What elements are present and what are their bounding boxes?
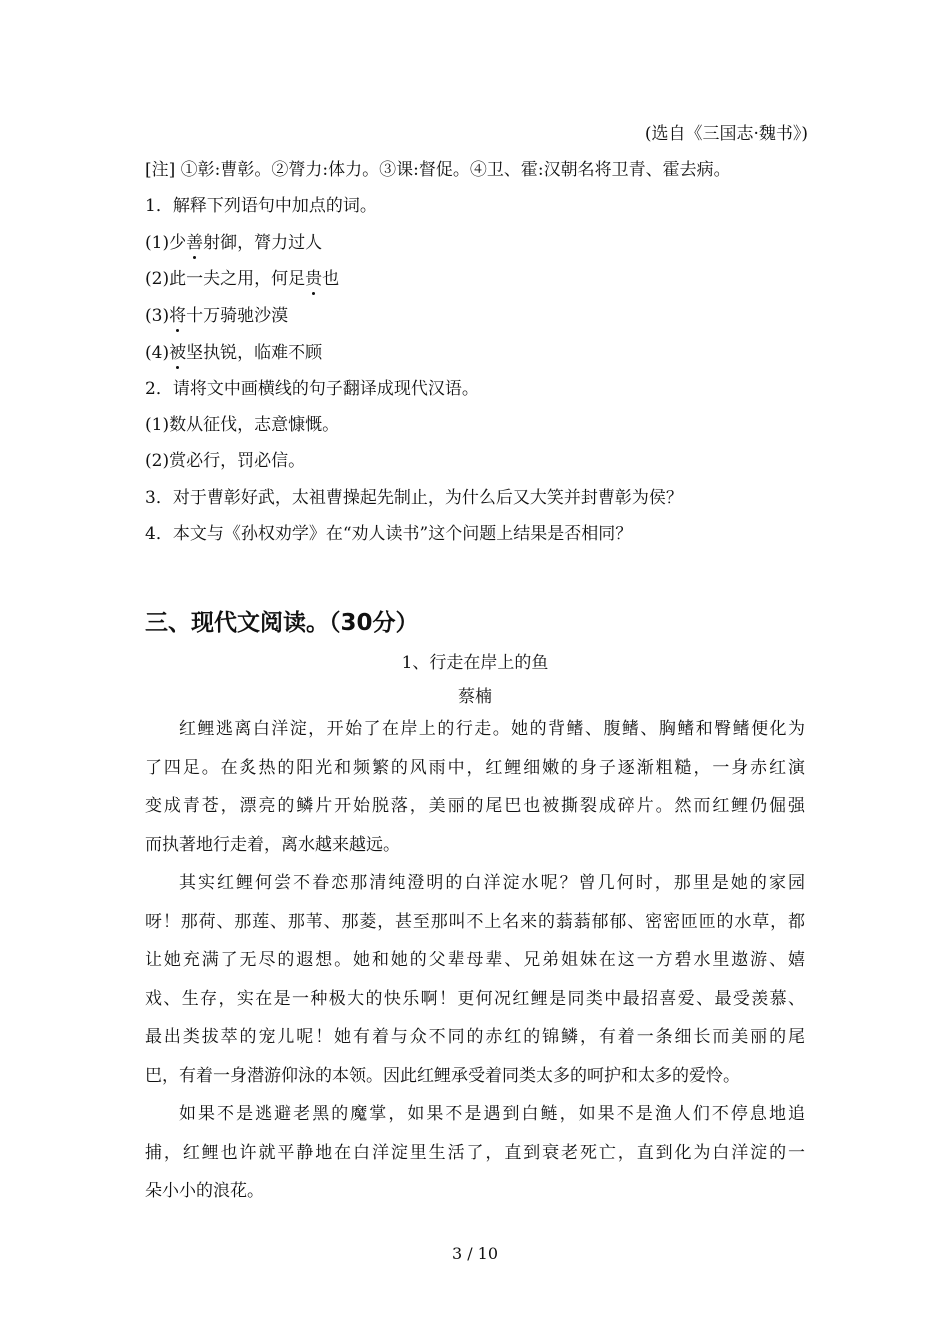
article-title: 1、行走在岸上的鱼 [401,653,549,673]
article-paragraph-1: 红鲤逃离白洋淀，开始了在岸上的行走。她的背鳍、腹鳍、胸鳍和臀鳍便化为 了四足。在炙热的阳光和频繁的风雨中，红鲤细嫩的身子逐渐粗糙，一身赤红演 变成青苍，漂亮的鳞片开始脱落，美丽的尾巴也被撕裂成碎片。然而红鲤仍倔强 而执著地行走着，离水越来越远。 [145,719,805,855]
question-1-item: (2)此一夫之用，何足贵也 [145,269,340,289]
annotation-note: [注] ①彰:曹彰。②膂力:体力。③课:督促。④卫、霍:汉朝名将卫青、霍去病。 [145,160,731,180]
dotted-word: 被 [169,343,187,363]
dotted-word: 善 [186,233,204,253]
question-2-item: (1)数从征伐，志意慷慨。 [145,415,340,435]
section-3-title: 三、现代文阅读。（30分） [145,610,419,636]
page-number: 3 / 10 [451,1244,499,1263]
question-2-prompt: 2．请将文中画横线的句子翻译成现代汉语。 [145,379,479,399]
question-2-item: (2)赏必行，罚必信。 [145,451,306,471]
question-3: 3．对于曹彰好武，太祖曹操起先制止，为什么后又大笑并封曹彰为侯？ [145,488,683,508]
source-citation: (选自《三国志·魏书》) [644,124,808,144]
question-1-item: (3)将十万骑驰沙漠 [145,306,289,326]
question-1-item: (1)少善射御，膂力过人 [145,233,323,253]
dotted-word: 贵 [305,269,323,289]
article-paragraph-2: 其实红鲤何尝不眷恋那清纯澄明的白洋淀水呢？曾几何时，那里是她的家园 呀！那荷、那莲、那苇、那菱，甚至那叫不上名来的蓊蓊郁郁、密密匝匝的水草，都 让她充满了无尽的遐想。她和她的父辈母辈、兄弟姐妹在这一方碧水里遨游、嬉 戏、生存，实在是一种极大的快乐啊！更何况红鲤是同类中最招喜爱、最受羡慕、 最出类拔萃的宠儿呢！她有着与众不同的赤红的锦鳞，有着一条细长而美丽的尾 巴，有着一身潜游仰泳的本领。因此红鲤承受着同类太多的呵护和太多的爱怜。 [145,873,805,1086]
article-paragraph-3: 如果不是逃避老黑的魔掌，如果不是遇到白鲢，如果不是渔人们不停息地追 捕，红鲤也许就平静地在白洋淀里生活了，直到衰老死亡，直到化为白洋淀的一 朵小小的浪花。 [145,1104,805,1201]
article-author: 蔡楠 [458,687,492,707]
dotted-word: 将 [169,306,187,326]
question-1-prompt: 1．解释下列语句中加点的词。 [145,196,377,216]
question-4: 4．本文与《孙权劝学》在“劝人读书”这个问题上结果是否相同？ [145,524,633,544]
question-1-item: (4)被坚执锐，临难不顾 [145,343,323,363]
